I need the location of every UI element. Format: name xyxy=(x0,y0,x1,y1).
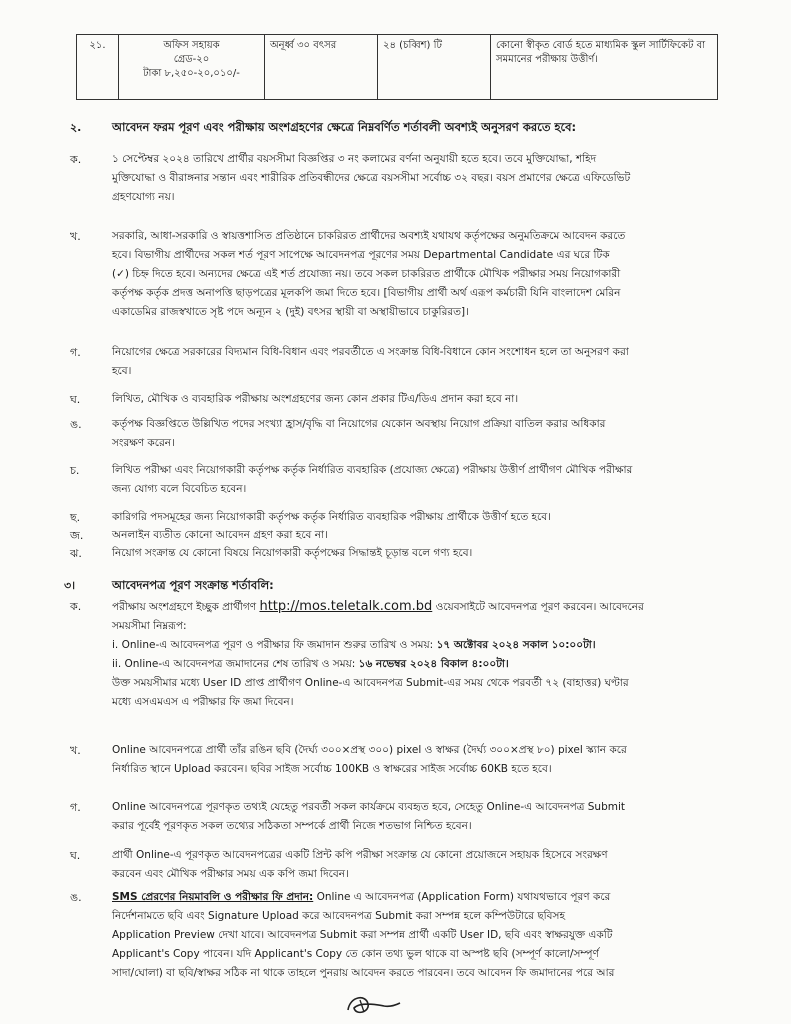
qualification: কোনো স্বীকৃত বোর্ড হতে মাধ্যমিক স্কুল সার্টিফিকেট বা সমমানের পরীক্ষায় উত্তীর্ণ। xyxy=(496,40,706,65)
item-label: ঙ. xyxy=(70,891,82,904)
section3-item xyxy=(112,741,727,779)
post-table-row xyxy=(76,34,718,100)
section2-item xyxy=(112,390,727,409)
end-label: ii. Online-এ আবেদনপত্র জমাদানের শেষ তারিখ ও সময়: xyxy=(112,658,356,670)
post-cell xyxy=(119,35,265,99)
item-line: Online আবেদনপত্রে প্রার্থী তাঁর রঙিন ছবি (দৈর্ঘ্য ৩০০×প্রস্থ ৩০০) pixel ও স্বাক্ষর (দৈর্ঘ্য ৩০০×প্রস্থ ৮০) pixel স্ক্যান করে xyxy=(112,744,627,756)
item-label: ঘ. xyxy=(70,849,81,862)
item-line: প্রার্থী Online-এ পূরণকৃত আবেদনপত্রের একটি প্রিন্ট কপি পরীক্ষা সংক্রান্ত যে কোনো প্রয়োজনে সহায়ক হিসেবে সংরক্ষণ xyxy=(112,849,608,861)
item-line: ১ সেপ্টেম্বর ২০২৪ তারিখে প্রার্থীর বয়সসীমা বিজ্ঞপ্তির ৩ নং কলামের বর্ণনা অনুযায়ী হতে হবে। তবে মুক্তিযোদ্ধা, শহিদ xyxy=(112,153,597,165)
item-line: কর্তৃপক্ষ কর্তৃক প্রদত্ত অনাপত্তি ছাড়পত্রের মূলকপি জমা দিতে হবে। [বিভাগীয় প্রার্থী অর্থ এরূপ কর্মচারী যিনি বাংলাদেশ মেরিন xyxy=(112,287,621,299)
post-count: ২৪ (চব্বিশ) টি xyxy=(383,40,442,51)
umo-line1-post: Online এ আবেদনপত্র (Application Form) যথাযথভাবে পূরণ করে xyxy=(316,891,611,903)
item-line: লিখিত পরীক্ষা এবং নিয়োগকারী কর্তৃপক্ষ কর্তৃক নির্ধারিত ব্যবহারিক (প্রযোজ্য ক্ষেত্রে) পরীক্ষায় উত্তীর্ণ প্রার্থীগণ মৌখিক পরীক্ষার xyxy=(112,464,633,476)
item-line: মুক্তিযোদ্ধা ও বীরাঙ্গনার সন্তান এবং শারীরিক প্রতিবন্ধীদের ক্ষেত্রে বয়সসীমা সর্বোচ্চ ৩২ বছর। বয়স প্রমাণের ক্ষেত্রে এফিডেভিট xyxy=(112,172,631,184)
section2-item xyxy=(112,150,727,207)
item-line: হবে। xyxy=(112,365,132,377)
item-line: নির্ধারিত স্থানে Upload করবেন। ছবির সাইজ সর্বোচ্চ 100KB ও স্বাক্ষরের সাইজ সর্বোচ্চ 60KB হতে হবে। xyxy=(112,763,552,775)
item-label: গ. xyxy=(70,346,81,359)
sms-title: SMS প্রেরণের নিয়মাবলি ও পরীক্ষার ফি প্রদান: xyxy=(112,891,314,903)
ka-line1-post: ওয়েবসাইটে আবেদনপত্র পূরণ করবেন। আবেদনের xyxy=(435,601,644,613)
item-line: হবে। বিভাগীয় প্রার্থীদের সকল শর্ত পূরণ সাপেক্ষে আবেদনপত্র পূরণের সময় Departmental Candidate এর ঘরে টিক xyxy=(112,249,610,261)
item-line: লিখিত, মৌখিক ও ব্যবহারিক পরীক্ষায় অংশগ্রহণের জন্য কোন প্রকার টিএ/ডিএ প্রদান করা হবে না। xyxy=(112,393,519,405)
item-label: চ. xyxy=(70,464,80,477)
item-line: কর্তৃপক্ষ বিজ্ঞপ্তিতে উল্লিখিত পদের সংখ্যা হ্রাস/বৃদ্ধি বা নিয়োগের যেকোন অবস্থায় নিয়োগ প্রক্রিয়া বাতিল করার অধিকার xyxy=(112,418,606,430)
qualification-cell xyxy=(491,35,717,99)
item-line: গ্রহণযোগ্য নয়। xyxy=(112,191,175,203)
item-line: অনলাইন ব্যতীত কোনো আবেদন গ্রহণ করা হবে না। xyxy=(112,529,328,541)
section2-item xyxy=(112,526,727,545)
age-cell xyxy=(265,35,378,99)
ka-line6: মধ্যে এসএমএস এ পরীক্ষার ফি জমা দিবেন। xyxy=(112,696,294,708)
section2-item xyxy=(112,461,727,499)
item-label: জ. xyxy=(70,529,84,542)
start-label: i. Online-এ আবেদনপত্র পূরণ ও পরীক্ষার ফি জমাদান শুরুর তারিখ ও সময়: xyxy=(112,639,434,651)
end-datetime: ১৬ নভেম্বর ২০২৪ বিকাল ৪:০০টা। xyxy=(358,658,509,670)
umo-line: Application Preview দেখা যাবে। আবেদনপত্র Submit করা সম্পন্ন প্রার্থী একটি User ID, ছবি এবং স্বাক্ষরযুক্ত একটি xyxy=(112,929,613,941)
umo-line: নির্দেশনামতে ছবি এবং Signature Upload করে আবেদনপত্র Submit করা সম্পন্ন হলে কম্পিউটারে ছবিসহ xyxy=(112,910,565,922)
section2-number: ২. xyxy=(70,121,82,134)
item-line: (✓) চিহ্ন দিতে হবে। অন্যদের ক্ষেত্রে এই শর্ত প্রযোজ্য নয়। তবে সকল চাকরিরত প্রার্থীকে মৌখিক পরীক্ষার সময় নিয়োগকারী xyxy=(112,268,621,280)
umo-line: সাদা/ঘোলা) বা ছবি/স্বাক্ষর সঠিক না থাকে তাহলে পুনরায় আবেদন করতে পারবেন। তবে আবেদন ফি জমাদানের পরে আর xyxy=(112,967,615,979)
pay-scale: টাকা ৮,২৫০-২০,০১০/- xyxy=(143,68,240,79)
item-label: খ. xyxy=(70,230,81,243)
item-line: সংরক্ষণ করেন। xyxy=(112,437,175,449)
item-line: কারিগরি পদসমূহের জন্য নিয়োগকারী কর্তৃপক্ষ কর্তৃক নির্ধারিত ব্যবহারিক পরীক্ষায় প্রার্থীকে উত্তীর্ণ হতে হবে। xyxy=(112,511,551,523)
section2-item xyxy=(112,227,727,322)
section3-umo xyxy=(112,888,727,983)
start-datetime: ১৭ অক্টোবর ২০২৪ সকাল ১০:০০টা। xyxy=(436,639,596,651)
item-line: নিয়োগ সংক্রান্ত যে কোনো বিষয়ে নিয়োগকারী কর্তৃপক্ষের সিদ্ধান্তই চূড়ান্ত বলে গণ্য হবে। xyxy=(112,547,473,559)
item-line: করার পূর্বেই পূরণকৃত সকল তথ্যের সঠিকতা সম্পর্কে প্রার্থী নিজে শতভাগ নিশ্চিত হবেন। xyxy=(112,820,472,832)
initial-signature-icon xyxy=(340,990,404,1020)
item-label: ঙ. xyxy=(70,418,82,431)
item-label: ক. xyxy=(70,153,82,166)
item-line: জন্য যোগ্য বলে বিবেচিত হবেন। xyxy=(112,483,247,495)
ka-line1-pre: পরীক্ষায় অংশগ্রহণে ইচ্ছুক প্রার্থীগণ xyxy=(112,601,257,613)
section3-ka xyxy=(112,597,727,712)
item-label: ঘ. xyxy=(70,393,81,406)
item-label: ঝ. xyxy=(70,547,82,560)
ka-line2: সময়সীমা নিম্নরূপ: xyxy=(112,620,187,632)
umo-line: Applicant's Copy পাবেন। যদি Applicant's Copy তে কোন তথ্য ভুল থাকে বা অস্পষ্ট ছবি (সম্পূর্ণ কালো/সম্পূর্ণ xyxy=(112,948,599,960)
section3-heading: আবেদনপত্র পূরণ সংক্রান্ত শর্তাবলি: xyxy=(112,578,274,592)
age-limit: অনূর্ধ্ব ৩০ বৎসর xyxy=(270,40,337,51)
section2-item xyxy=(112,415,727,453)
post-name: অফিস সহায়ক xyxy=(163,40,220,51)
grade: গ্রেড-২০ xyxy=(173,54,210,65)
count-cell xyxy=(378,35,491,99)
section2-item xyxy=(112,343,727,381)
section2-item xyxy=(112,508,727,527)
item-line: নিয়োগের ক্ষেত্রে সরকারের বিদ্যমান বিধি-বিধান এবং পরবর্তীতে এ সংক্রান্ত বিধি-বিধানে কোন সংশোধন হলে তা অনুসরণ করা xyxy=(112,346,629,358)
item-line: একাডেমির রাজস্বখাতে সৃষ্ট পদে অন্যূন ২ (দুই) বৎসর স্থায়ী বা অস্থায়ীভাবে চাকুরিরত]। xyxy=(112,306,469,318)
item-line: সরকারি, আধা-সরকারি ও স্বায়ত্তশাসিত প্রতিষ্ঠানে চাকরিরত প্রার্থীদের অবশ্যই যথাযথ কর্তৃপক্ষের অনুমতিক্রমে আবেদন করতে xyxy=(112,230,626,242)
section2-heading: আবেদন ফরম পূরণ এবং পরীক্ষায় অংশগ্রহণের ক্ষেত্রে নিম্নবর্ণিত শর্তাবলী অবশ্যই অনুসরণ করতে হবে: xyxy=(112,120,577,134)
item-label: খ. xyxy=(70,744,81,757)
application-url-link[interactable]: http://mos.teletalk.com.bd xyxy=(259,599,433,614)
serial: ২১. xyxy=(89,40,106,51)
item-line: করবেন এবং মৌখিক পরীক্ষার সময় এক কপি জমা দিবেন। xyxy=(112,868,349,880)
ka-line5: উক্ত সময়সীমার মধ্যে User ID প্রাপ্ত প্রার্থীগণ Online-এ আবেদনপত্র Submit-এর সময় থেকে পরবর্তী ৭২ (বাহাত্তর) ঘণ্টার xyxy=(112,677,629,689)
item-line: Online আবেদনপত্রে পূরণকৃত তথ্যই যেহেতু পরবর্তী সকল কার্যক্রমে ব্যবহৃত হবে, সেহেতু Online-এ আবেদনপত্র Submit xyxy=(112,801,626,813)
section3-item xyxy=(112,798,727,836)
item-label: ক. xyxy=(70,600,82,613)
serial-cell xyxy=(77,35,119,99)
section2-item xyxy=(112,544,727,563)
item-label: গ. xyxy=(70,801,81,814)
item-label: ছ. xyxy=(70,511,81,524)
section3-number: ৩। xyxy=(64,579,76,592)
section3-item xyxy=(112,846,727,884)
